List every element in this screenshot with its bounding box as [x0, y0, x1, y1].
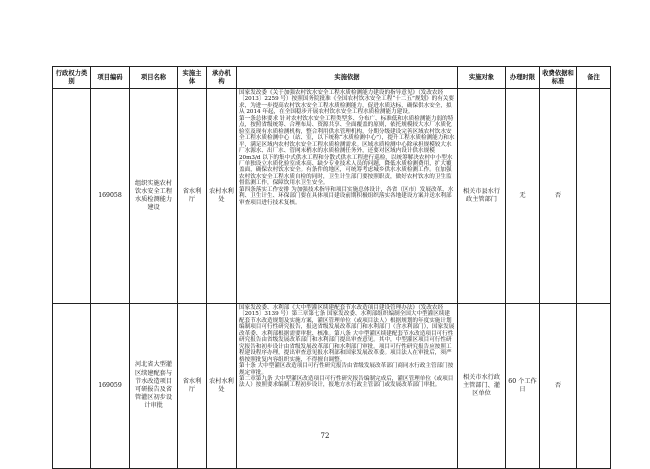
cell-undertaking-org: 农村水利处 [207, 304, 237, 469]
basis-paragraph: 第二章第九条 大中型灌区改造项目可行性研究报告编制完成后，灌区管理单位（或项目法人）按照要求编制工程初步设计，报地方水行政主管部门或发展改革部门审批。 [239, 375, 454, 389]
cell-remarks [577, 89, 611, 304]
header-fee-basis: 收费依据和标准 [540, 67, 577, 89]
header-authority-class: 行政权力类别 [53, 67, 91, 89]
cell-authority-class [53, 304, 91, 469]
header-time-limit: 办理时限 [506, 67, 540, 89]
table-header-row [53, 67, 611, 89]
basis-paragraph: 第十条 大中型灌区改造项目可行性研究报告由省级发展改革部门商同水行政主管部门按规定审批。 [239, 363, 454, 376]
page-number: 72 [320, 432, 330, 440]
cell-target: 相关市县水行政主管部门 [458, 89, 506, 304]
header-item-name: 项目名称 [130, 67, 178, 89]
cell-item-name: 组织实施农村饮水安全工程水质检测能力建设 [130, 89, 178, 304]
header-item-code: 项目编码 [91, 67, 130, 89]
header-remarks: 备注 [577, 67, 611, 89]
cell-fee-basis: 否 [540, 89, 577, 304]
header-impl-body: 实施主体 [178, 67, 207, 89]
basis-paragraph: 第一条总体要求 针对农村饮水安全工程类型多、分布广、标准低和水质检测能力弱的特点，按照省级统筹、合理布局、资源共享、全面覆盖的原则，依托规模较大水厂水质化验室及现有水质检测机构，整合利用供水管理机构，分期分级建设完善区域农村饮水安全工程水质检测中心（站、室，以下统称“水质检测中心”），提升工程水质检测能力和水平，满足区域内农村饮水安全工程水质检测需求。区域水质检测中心除承担规模较大水厂水源水、出厂水、管网末梢水的水质检测任务外，还要对区域内设计供水规模 20m3/d 以下的集中式供水工程和分散式供水工程进行巡检，以统筹解决农村中小型水厂单独设立水质化验室成本高、缺少专业技术人员的问题，降低水质检测费用，扩大覆盖面，确保农村饮水安全。有条件的地区，可统筹考虑城乡供水水质检测工作。在加强农村饮水安全工程水质自检的同时，卫生计生部门要按照职责，做好农村饮水的卫生监督监测工作，保障饮用水卫生安全。 [239, 115, 455, 187]
cell-authority-class [53, 89, 91, 304]
cell-time-limit: 60 个工作日 [506, 304, 540, 469]
basis-paragraph: 国家发改委《关于加强农村饮水安全工程水质检测能力建设的指导意见》（发改农经〔2013〕2259 号）按照国务院批准《全国农村饮水安全工程“十二五”规划》的有关要求，为进一步提高农村饮水安全工程水质检测能力，促进水质达标，确保供水安全，拟从 2014 年起，在全国稳步开展农村饮水安全工程水质检测能力建设。 [239, 90, 454, 116]
table-row [53, 304, 611, 469]
basis-paragraph: 国家发改委、水利部《大中型灌区续建配套节水改造项目建设管理办法》（发改农经〔2015〕3139 号）第三章第七条 国家发改委、水利部组织编制全国大中型灌区续建配套节水改造规划及实施方案，灌区管理单位（或项目法人）根据规划的年度实施计划编制项目可行性研究报告，报送省级发展改革部门和水利部门（含水利部门），国家发展改革委、水利部根据需要审批、核准。第八条 大中型灌区续建配套节水改造项目可行性研究报告由省级发展改革部门和水利部门提出审查意见。其中，中型灌区项目可行性研究报告和初步设计由省级发展改革部门和水利部门审批。项目可行性研究报告应按照工程建设程序办理，提出审查意见报水利部和国家发展改革委。项目法人在审批后，须严格按照批复内容组织实施，不得擅自调整。 [239, 305, 455, 363]
cell-undertaking-org: 农村水利处 [207, 89, 237, 304]
basis-paragraph: 第四条落实工作安排 为加强技术指导和项目实施总体设计，各省（区市）发展改革、水利、卫生计生、环保部门要在具体项目建设前期积极组织落实各地建设方案并送水利部审查项目进行技术复核。 [239, 186, 454, 206]
cell-item-name: 河北省大型灌区续建配套与节水改造项目可研报告及省管灌区初步设计审批 [130, 304, 178, 469]
cell-impl-basis [237, 304, 458, 469]
cell-target: 相关市水行政主管部门、灌区单位 [458, 304, 506, 469]
cell-impl-body: 省水利厅 [178, 304, 207, 469]
cell-item-code: 169059 [91, 304, 130, 469]
cell-impl-basis [237, 89, 458, 304]
cell-remarks [577, 304, 611, 469]
cell-impl-body: 省水利厅 [178, 89, 207, 304]
cell-fee-basis: 否 [540, 304, 577, 469]
header-undertaking-org: 承办机构 [207, 67, 237, 89]
header-impl-basis: 实施依据 [237, 67, 458, 89]
administrative-power-table [52, 66, 611, 469]
cell-item-code: 169058 [91, 89, 130, 304]
cell-time-limit: 无 [506, 89, 540, 304]
table-row [53, 89, 611, 304]
header-target: 实施对象 [458, 67, 506, 89]
